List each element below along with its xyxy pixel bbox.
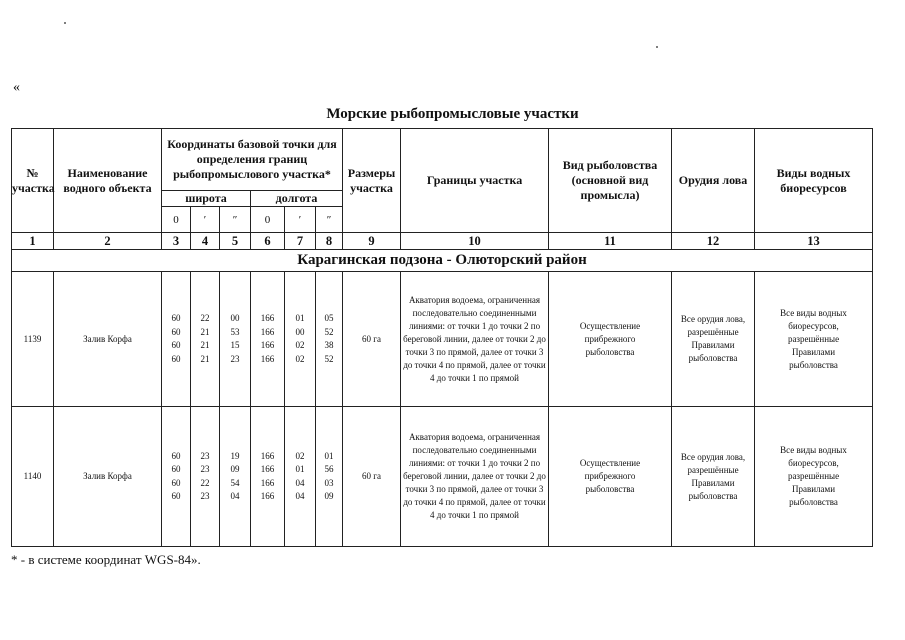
subzone-heading: Карагинская подзона - Олюторский район xyxy=(12,250,873,272)
latitude-minutes: 22 21 21 21 xyxy=(191,272,220,407)
header-latitude: широта xyxy=(162,191,251,207)
area-number: 1139 xyxy=(12,272,54,407)
scan-speck xyxy=(64,22,66,24)
column-number: 2 xyxy=(54,233,162,250)
unit-minutes: ′ xyxy=(191,207,220,233)
area-size: 60 га xyxy=(343,272,401,407)
column-number: 6 xyxy=(251,233,285,250)
header-fishing-kind: Вид рыболовства (основной вид промысла) xyxy=(549,129,672,233)
fishing-gear: Все орудия лова, разрешённые Правилами рыболовства xyxy=(672,272,755,407)
header-size: Размеры участка xyxy=(343,129,401,233)
column-number: 4 xyxy=(191,233,220,250)
longitude-degrees: 166 166 166 166 xyxy=(251,272,285,407)
document-title: Морские рыбопромысловые участки xyxy=(326,106,579,122)
fishing-kind: Осуществление прибрежного рыболовства xyxy=(549,272,672,407)
water-body-name: Залив Корфа xyxy=(54,272,162,407)
header-longitude: долгота xyxy=(251,191,343,207)
latitude-degrees: 60 60 60 60 xyxy=(162,407,191,547)
longitude-minutes: 02 01 04 04 xyxy=(285,407,316,547)
opening-quote: « xyxy=(13,80,20,95)
header-gear: Орудия лова xyxy=(672,129,755,233)
species: Все виды водных биоресурсов, разрешённые Правилами рыболовства xyxy=(755,272,873,407)
longitude-seconds: 01 56 03 09 xyxy=(316,407,343,547)
water-body-name: Залив Корфа xyxy=(54,407,162,547)
unit-degrees: 0 xyxy=(162,207,191,233)
column-number: 7 xyxy=(285,233,316,250)
header-number: № участка xyxy=(12,129,54,233)
scan-speck xyxy=(656,46,658,48)
unit-seconds: ″ xyxy=(316,207,343,233)
header-water-body: Наименование водного объекта xyxy=(54,129,162,233)
longitude-degrees: 166 166 166 166 xyxy=(251,407,285,547)
area-borders: Акватория водоема, ограниченная последовательно соединенными линиями: от точки 1 до точки 2 по береговой линии, далее от точки 2 до точки 3 по прямой, далее от точки 3 до точки 4 по прямой, далее от точки 4 до точки 1 по прямой xyxy=(401,272,549,407)
longitude-seconds: 05 52 38 52 xyxy=(316,272,343,407)
table-row xyxy=(12,272,873,407)
column-number: 10 xyxy=(401,233,549,250)
latitude-seconds: 19 09 54 04 xyxy=(220,407,251,547)
longitude-minutes: 01 00 02 02 xyxy=(285,272,316,407)
column-number: 3 xyxy=(162,233,191,250)
unit-degrees: 0 xyxy=(251,207,285,233)
area-borders: Акватория водоема, ограниченная последовательно соединенными линиями: от точки 1 до точки 2 по береговой линии, далее от точки 2 до точки 3 по прямой, далее от точки 3 до точки 4 по прямой, далее от точки 4 до точки 1 по прямой xyxy=(401,407,549,547)
fishing-areas-table xyxy=(11,128,873,547)
fishing-kind: Осуществление прибрежного рыболовства xyxy=(549,407,672,547)
latitude-degrees: 60 60 60 60 xyxy=(162,272,191,407)
unit-minutes: ′ xyxy=(285,207,316,233)
footnote: * - в системе координат WGS-84». xyxy=(11,552,201,567)
header-coordinates: Координаты базовой точки для определения границ рыбопромыслового участка* xyxy=(162,129,343,191)
column-number: 8 xyxy=(316,233,343,250)
column-number: 5 xyxy=(220,233,251,250)
unit-seconds: ″ xyxy=(220,207,251,233)
species: Все виды водных биоресурсов, разрешённые Правилами рыболовства xyxy=(755,407,873,547)
area-size: 60 га xyxy=(343,407,401,547)
column-number: 1 xyxy=(12,233,54,250)
column-number: 13 xyxy=(755,233,873,250)
header-species: Виды водных биоресурсов xyxy=(755,129,873,233)
header-borders: Границы участка xyxy=(401,129,549,233)
latitude-minutes: 23 23 22 23 xyxy=(191,407,220,547)
latitude-seconds: 00 53 15 23 xyxy=(220,272,251,407)
table-row xyxy=(12,407,873,547)
area-number: 1140 xyxy=(12,407,54,547)
column-number: 12 xyxy=(672,233,755,250)
fishing-gear: Все орудия лова, разрешённые Правилами рыболовства xyxy=(672,407,755,547)
column-number: 11 xyxy=(549,233,672,250)
column-number: 9 xyxy=(343,233,401,250)
